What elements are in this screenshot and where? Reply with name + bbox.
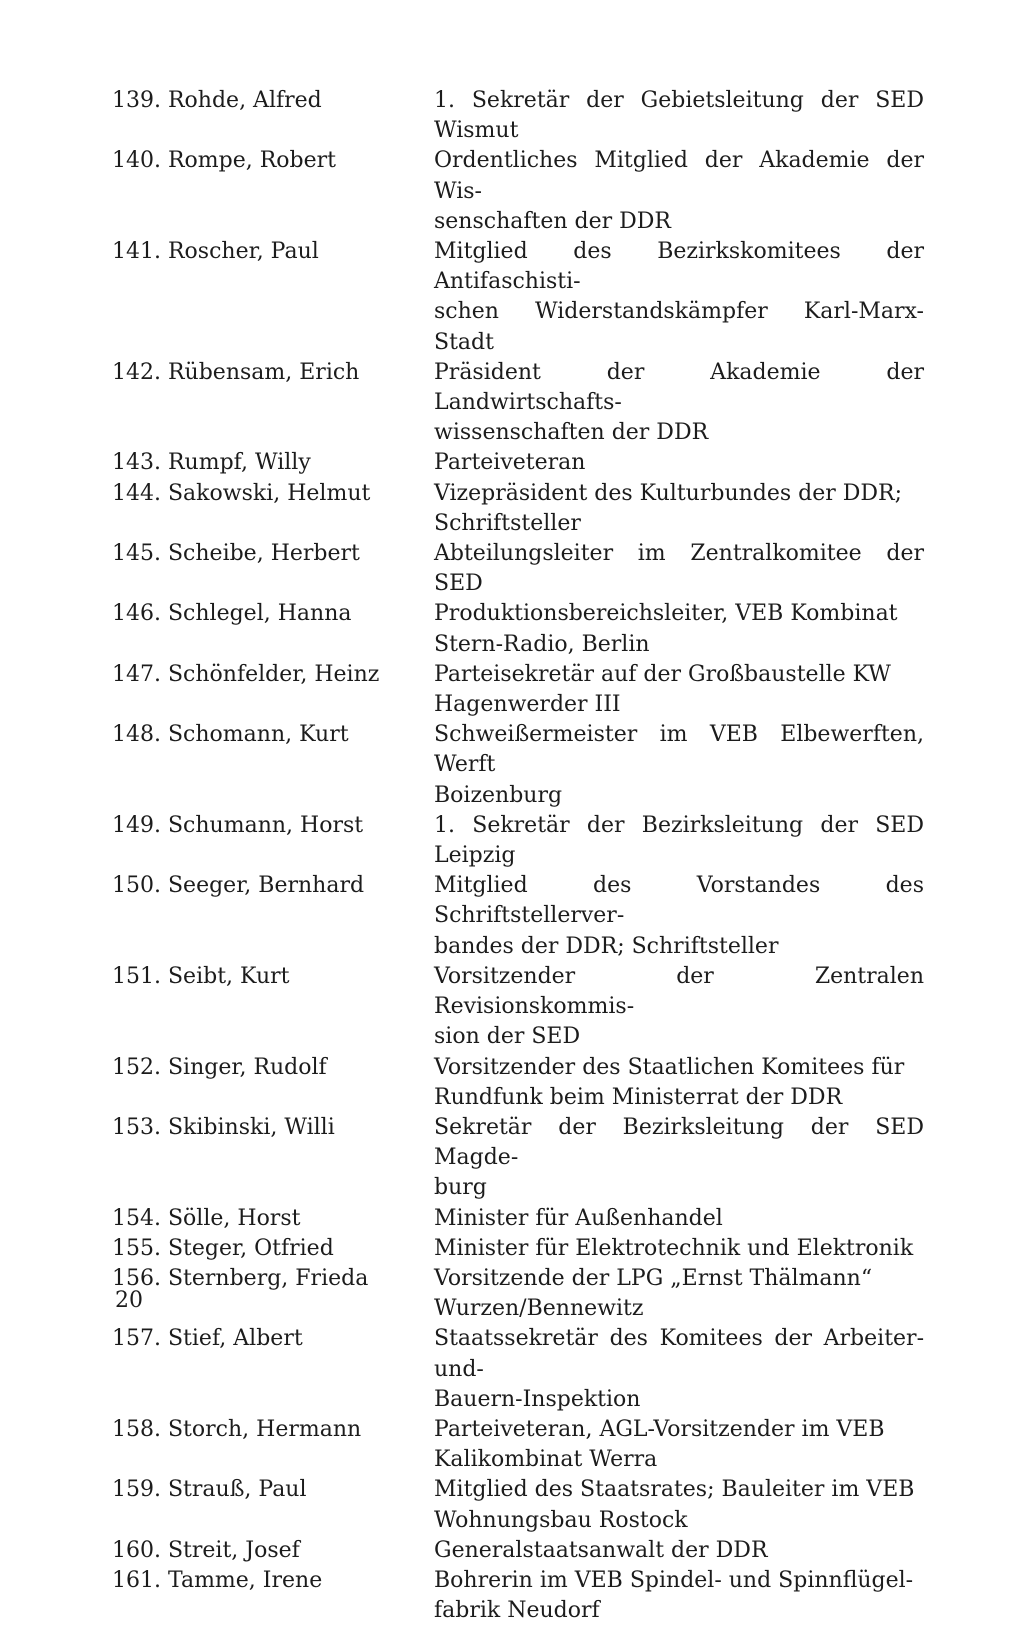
entry-number: 158.	[112, 1416, 161, 1442]
entry-number: 141.	[112, 239, 161, 265]
entry-description	[434, 479, 924, 539]
description-line: Boizenburg	[434, 782, 563, 808]
list-item	[112, 539, 924, 599]
description-line: 1. Sekretär der Bezirksleitung der SED Leipzig	[434, 812, 924, 869]
description-line: Vizepräsident des Kulturbundes der DDR;	[434, 480, 903, 506]
entry-person	[112, 811, 434, 841]
list-item	[112, 1536, 924, 1566]
description-line: Bauern-Inspektion	[434, 1386, 641, 1412]
entry-description	[434, 237, 924, 358]
list-item	[112, 1234, 924, 1264]
entry-name: Roscher, Paul	[167, 239, 319, 265]
entry-name: Schönfelder, Heinz	[167, 661, 380, 687]
entry-person	[112, 871, 434, 901]
entry-person	[112, 1234, 434, 1264]
list-item	[112, 811, 924, 871]
entry-description	[434, 146, 924, 237]
entry-number: 140.	[112, 148, 161, 174]
description-line: Minister für Elektrotechnik und Elektronik	[434, 1235, 914, 1261]
description-line: Produktionsbereichsleiter, VEB Kombinat	[434, 601, 898, 627]
entry-person	[112, 962, 434, 992]
entry-number: 157.	[112, 1326, 161, 1352]
description-line: Vorsitzender des Staatlichen Komitees für	[434, 1054, 905, 1080]
list-item	[112, 720, 924, 811]
description-line: Parteiveteran, AGL-Vorsitzender im VEB	[434, 1416, 885, 1442]
entry-number: 145.	[112, 541, 161, 567]
entry-description	[434, 86, 924, 146]
entry-person	[112, 1264, 434, 1294]
entry-person	[112, 1324, 434, 1354]
entry-name: Schumann, Horst	[167, 812, 364, 838]
entry-number: 153.	[112, 1114, 161, 1140]
entry-person	[112, 660, 434, 690]
entry-description	[434, 660, 924, 720]
entry-number: 156.	[112, 1265, 161, 1291]
entry-number: 149.	[112, 812, 161, 838]
entry-number: 146.	[112, 601, 161, 627]
entry-description	[434, 1324, 924, 1415]
list-item	[112, 86, 924, 146]
entry-name: Skibinski, Willi	[167, 1114, 335, 1140]
entry-name: Sölle, Horst	[167, 1205, 301, 1231]
list-item	[112, 237, 924, 358]
entry-name: Steger, Otfried	[167, 1235, 334, 1261]
entry-description	[434, 1204, 924, 1234]
description-line: Generalstaatsanwalt der DDR	[434, 1537, 768, 1563]
entry-name: Singer, Rudolf	[167, 1054, 327, 1080]
entry-number: 144.	[112, 480, 161, 506]
entry-name: Schlegel, Hanna	[167, 601, 352, 627]
list-item	[112, 599, 924, 659]
list-item	[112, 448, 924, 478]
description-line: Hagenwerder III	[434, 692, 621, 718]
description-line: Rundfunk beim Ministerrat der DDR	[434, 1084, 843, 1110]
entry-name: Sakowski, Helmut	[167, 480, 371, 506]
entry-number: 139.	[112, 88, 161, 113]
entry-name: Rumpf, Willy	[167, 450, 311, 476]
description-line: Mitglied des Bezirkskomitees der Antifaschisti-	[434, 239, 924, 295]
entry-name: Stief, Albert	[167, 1326, 303, 1352]
entry-number: 142.	[112, 359, 161, 385]
list-item	[112, 1053, 924, 1113]
list-item	[112, 1324, 924, 1415]
entry-name: Rohde, Alfred	[167, 88, 322, 113]
entry-number: 154.	[112, 1205, 161, 1231]
entry-person	[112, 86, 434, 116]
entry-description	[434, 1536, 924, 1566]
entry-person	[112, 448, 434, 478]
entry-number: 148.	[112, 722, 161, 748]
list-item	[112, 660, 924, 720]
entry-number: 161.	[112, 1567, 161, 1593]
description-line: Minister für Außenhandel	[434, 1205, 723, 1231]
entry-name: Tamme, Irene	[167, 1567, 323, 1593]
entry-person	[112, 539, 434, 569]
entry-name: Sternberg, Frieda	[167, 1265, 369, 1291]
description-line: wissenschaften der DDR	[434, 420, 709, 446]
entry-description	[434, 811, 924, 871]
entry-person	[112, 146, 434, 176]
description-line: Stern-Radio, Berlin	[434, 631, 650, 657]
entry-name: Strauß, Paul	[167, 1477, 307, 1503]
entry-number: 155.	[112, 1235, 161, 1261]
description-line: bandes der DDR; Schriftsteller	[434, 933, 779, 959]
list-item	[112, 479, 924, 539]
description-line: Vorsitzender der Zentralen Revisionskommis-	[434, 963, 924, 1020]
entry-description	[434, 962, 924, 1053]
list-item	[112, 962, 924, 1053]
list-item	[112, 1204, 924, 1234]
list-item	[112, 1475, 924, 1535]
description-line: Parteiveteran	[434, 450, 586, 476]
entry-description	[434, 1053, 924, 1113]
description-line: Parteisekretär auf der Großbaustelle KW	[434, 661, 891, 687]
entry-person	[112, 237, 434, 267]
entry-name: Rübensam, Erich	[167, 359, 360, 385]
entry-description	[434, 1566, 924, 1626]
description-line: schen Widerstandskämpfer Karl-Marx-Stadt	[434, 299, 924, 355]
list-item	[112, 146, 924, 237]
description-line: Staatssekretär des Komitees der Arbeiter-und-	[434, 1326, 924, 1382]
page-number: 20	[115, 1288, 143, 1313]
entry-person	[112, 1475, 434, 1505]
description-line: Wurzen/Bennewitz	[434, 1296, 644, 1322]
entry-person	[112, 479, 434, 509]
entry-person	[112, 1415, 434, 1445]
entry-number: 147.	[112, 661, 161, 687]
description-line: fabrik Neudorf	[434, 1598, 600, 1624]
description-line: senschaften der DDR	[434, 208, 671, 234]
entry-description	[434, 1264, 924, 1324]
list-item	[112, 358, 924, 449]
list-item	[112, 1113, 924, 1204]
entry-person	[112, 1113, 434, 1143]
description-line: Mitglied des Staatsrates; Bauleiter im VEB	[434, 1477, 915, 1503]
entry-person	[112, 720, 434, 750]
entry-person	[112, 1536, 434, 1566]
entry-description	[434, 1234, 924, 1264]
entry-description	[434, 448, 924, 478]
list-item	[112, 1264, 924, 1324]
entry-person	[112, 599, 434, 629]
entry-person	[112, 1566, 434, 1596]
description-line: burg	[434, 1175, 487, 1201]
description-line: sion der SED	[434, 1024, 581, 1050]
entry-number: 151.	[112, 963, 161, 989]
entry-name: Storch, Hermann	[167, 1416, 362, 1442]
description-line: Präsident der Akademie der Landwirtschafts-	[434, 359, 924, 416]
entry-name: Rompe, Robert	[167, 148, 337, 174]
entry-name: Streit, Josef	[167, 1537, 300, 1563]
entry-description	[434, 1415, 924, 1475]
entry-person	[112, 1204, 434, 1234]
entry-number: 143.	[112, 450, 161, 476]
entry-description	[434, 1113, 924, 1204]
description-line: Ordentliches Mitglied der Akademie der Wis-	[434, 148, 924, 204]
description-line: Sekretär der Bezirksleitung der SED Magde-	[434, 1114, 924, 1171]
entry-description	[434, 871, 924, 962]
entry-number: 160.	[112, 1537, 161, 1563]
entry-name: Scheibe, Herbert	[167, 541, 360, 567]
entry-name: Seeger, Bernhard	[167, 873, 365, 899]
entry-description	[434, 599, 924, 659]
description-line: Wohnungsbau Rostock	[434, 1507, 688, 1533]
entry-person	[112, 358, 434, 388]
entry-description	[434, 720, 924, 811]
description-line: 1. Sekretär der Gebietsleitung der SED Wismut	[434, 88, 924, 144]
entry-number: 152.	[112, 1054, 161, 1080]
description-line: Vorsitzende der LPG „Ernst Thälmann“	[434, 1265, 873, 1291]
list-item	[112, 1566, 924, 1626]
entry-number: 159.	[112, 1477, 161, 1503]
description-line: Abteilungsleiter im Zentralkomitee der SED	[434, 541, 924, 597]
member-list	[112, 86, 924, 1626]
entry-description	[434, 358, 924, 449]
entry-name: Seibt, Kurt	[167, 963, 290, 989]
description-line: Kalikombinat Werra	[434, 1447, 658, 1473]
entry-name: Schomann, Kurt	[167, 722, 349, 748]
entry-number: 150.	[112, 873, 161, 899]
description-line: Schweißermeister im VEB Elbewerften, Werft	[434, 722, 924, 778]
description-line: Mitglied des Vorstandes des Schriftstellerver-	[434, 873, 924, 929]
list-item	[112, 1415, 924, 1475]
description-line: Bohrerin im VEB Spindel- und Spinnflügel-	[434, 1567, 914, 1593]
list-item	[112, 871, 924, 962]
entry-description	[434, 539, 924, 599]
entry-person	[112, 1053, 434, 1083]
entry-description	[434, 1475, 924, 1535]
description-line: Schriftsteller	[434, 510, 581, 536]
